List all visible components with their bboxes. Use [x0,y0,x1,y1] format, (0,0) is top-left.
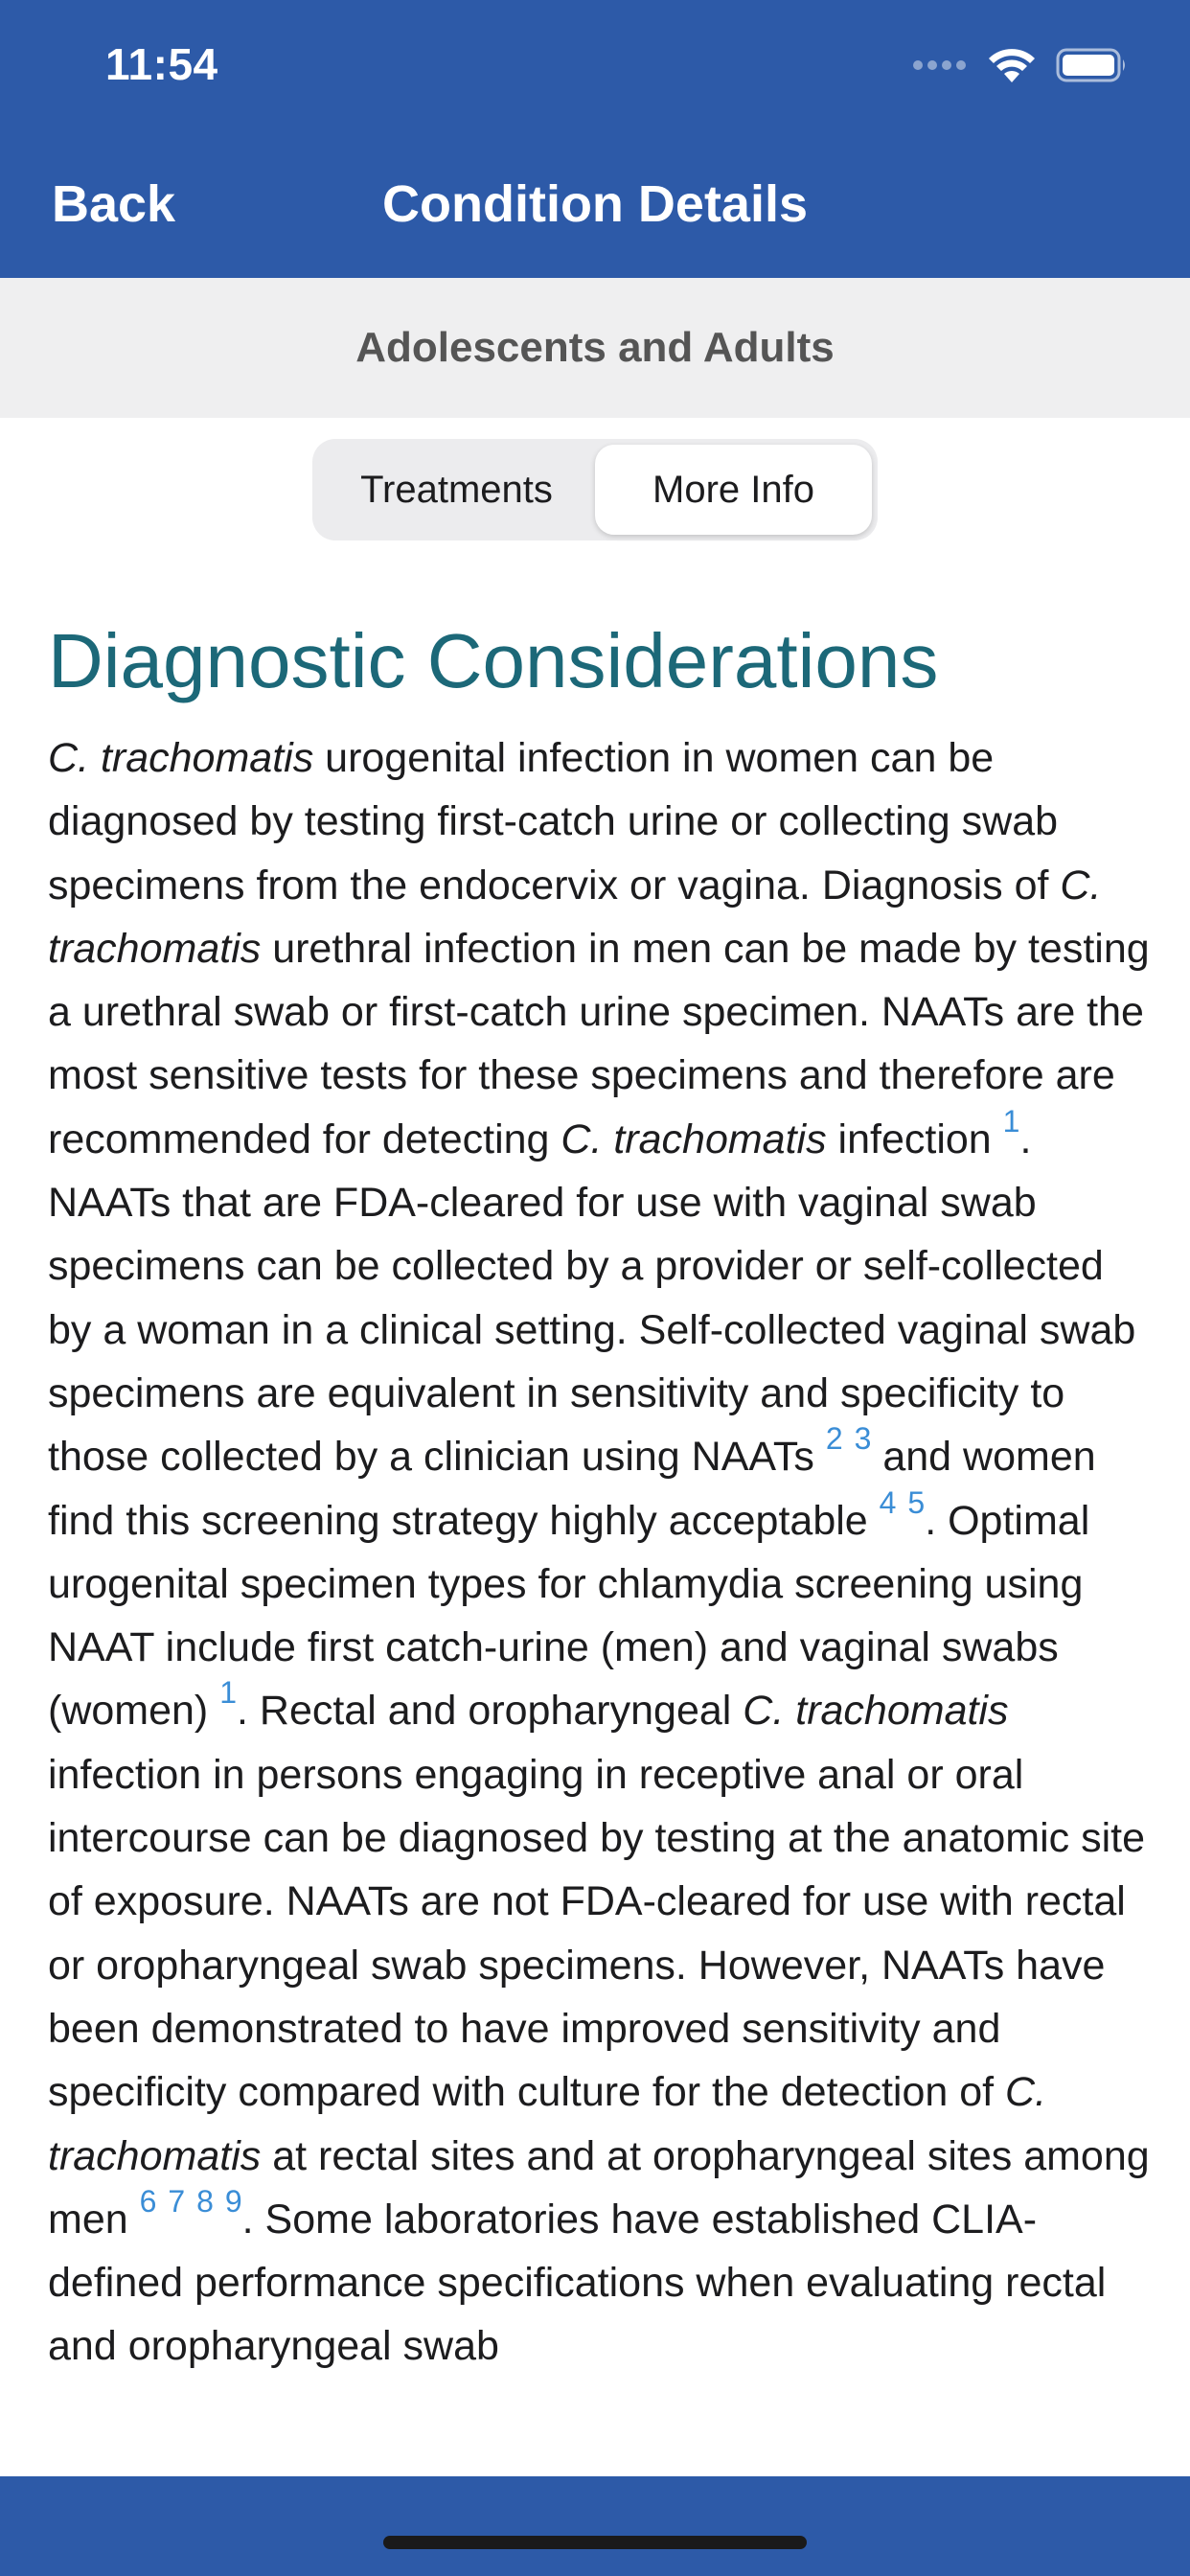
species-name: C. trachomatis [48,862,1102,972]
reference-link[interactable]: 5 [907,1484,926,1520]
content-area [48,611,1150,2379]
reference-link[interactable]: 2 [825,1421,843,1457]
paragraph-text: infection in persons engaging in receptive anal or oral intercourse can be diagnosed by testing at the anatomic site of exposure. NAATs are not FDA-cleared for use with rectal or oropharyngeal swab specimens. However, NAATs have been demonstrated to have improved sensitivity and specificity compared with culture for the detection of [48,1751,1145,2116]
paragraph-text: urogenital infection in women can be diagnosed by testing first-catch urine or collecting swab specimens from the endocervix or vagina. Diagnosis of [48,735,1061,908]
species-name: C. trachomatis [48,735,314,781]
wifi-icon [987,46,1037,84]
paragraph-text: . Optimal urogenital specimen types for chlamydia screening using NAAT include first catch-urine (men) and vaginal swabs (women) [48,1497,1090,1735]
segmented-control [312,439,878,540]
reference-link[interactable]: 1 [1002,1103,1020,1138]
paragraph-text: urethral infection in men can be made by testing a urethral swab or first-catch urine specimen. NAATs are the most sensitive tests for these specimens and therefore are recommended for detecting [48,925,1150,1162]
reference-link[interactable]: 1 [219,1675,237,1711]
reference-link[interactable]: 6 [139,2183,157,2219]
paragraph-text: . Rectal and oropharyngeal [237,1688,744,1735]
species-name: C. trachomatis [48,2069,1047,2179]
reference-link[interactable]: 7 [168,2183,186,2219]
reference-link[interactable]: 4 [879,1484,897,1520]
paragraph-text: at rectal sites and at oropharyngeal sites among men [48,2132,1150,2242]
body-paragraph [48,726,1150,2379]
reference-link[interactable]: 9 [224,2183,242,2219]
page-title: Condition Details [382,175,808,233]
bottom-toolbar [0,2476,1190,2576]
status-time: 11:54 [105,39,218,89]
species-name: C. trachomatis [743,1688,1009,1735]
population-subheader: Adolescents and Adults [0,278,1190,418]
section-heading: Diagnostic Considerations [48,618,939,703]
cellular-signal-icon [908,60,966,70]
paragraph-text: . NAATs that are FDA-cleared for use with vaginal swab specimens can be collected by a provider or self-collected by a woman in a clinical setting. Self-collected vaginal swab specimens are equivalent in sensitivity and specificity to those collected by a clinician using NAATs [48,1116,1136,1481]
paragraph-text: infection [826,1116,1003,1162]
back-button[interactable]: Back [52,175,176,233]
status-icons [908,42,1129,88]
battery-icon [1056,46,1129,84]
paragraph-text: . Some laboratories have established CLIA-defined performance specifications when evaluating rectal and oropharyngeal swab [48,2196,1107,2370]
home-indicator[interactable] [383,2536,807,2549]
paragraph-text: and women find this screening strategy highly acceptable [48,1434,1096,1544]
tab-treatments[interactable]: Treatments [360,468,553,511]
reference-link[interactable]: 8 [196,2183,214,2219]
reference-link[interactable]: 3 [854,1421,872,1457]
navigation-bar [0,0,1190,278]
species-name: C. trachomatis [561,1116,827,1162]
tab-more-info[interactable]: More Info [595,445,872,535]
